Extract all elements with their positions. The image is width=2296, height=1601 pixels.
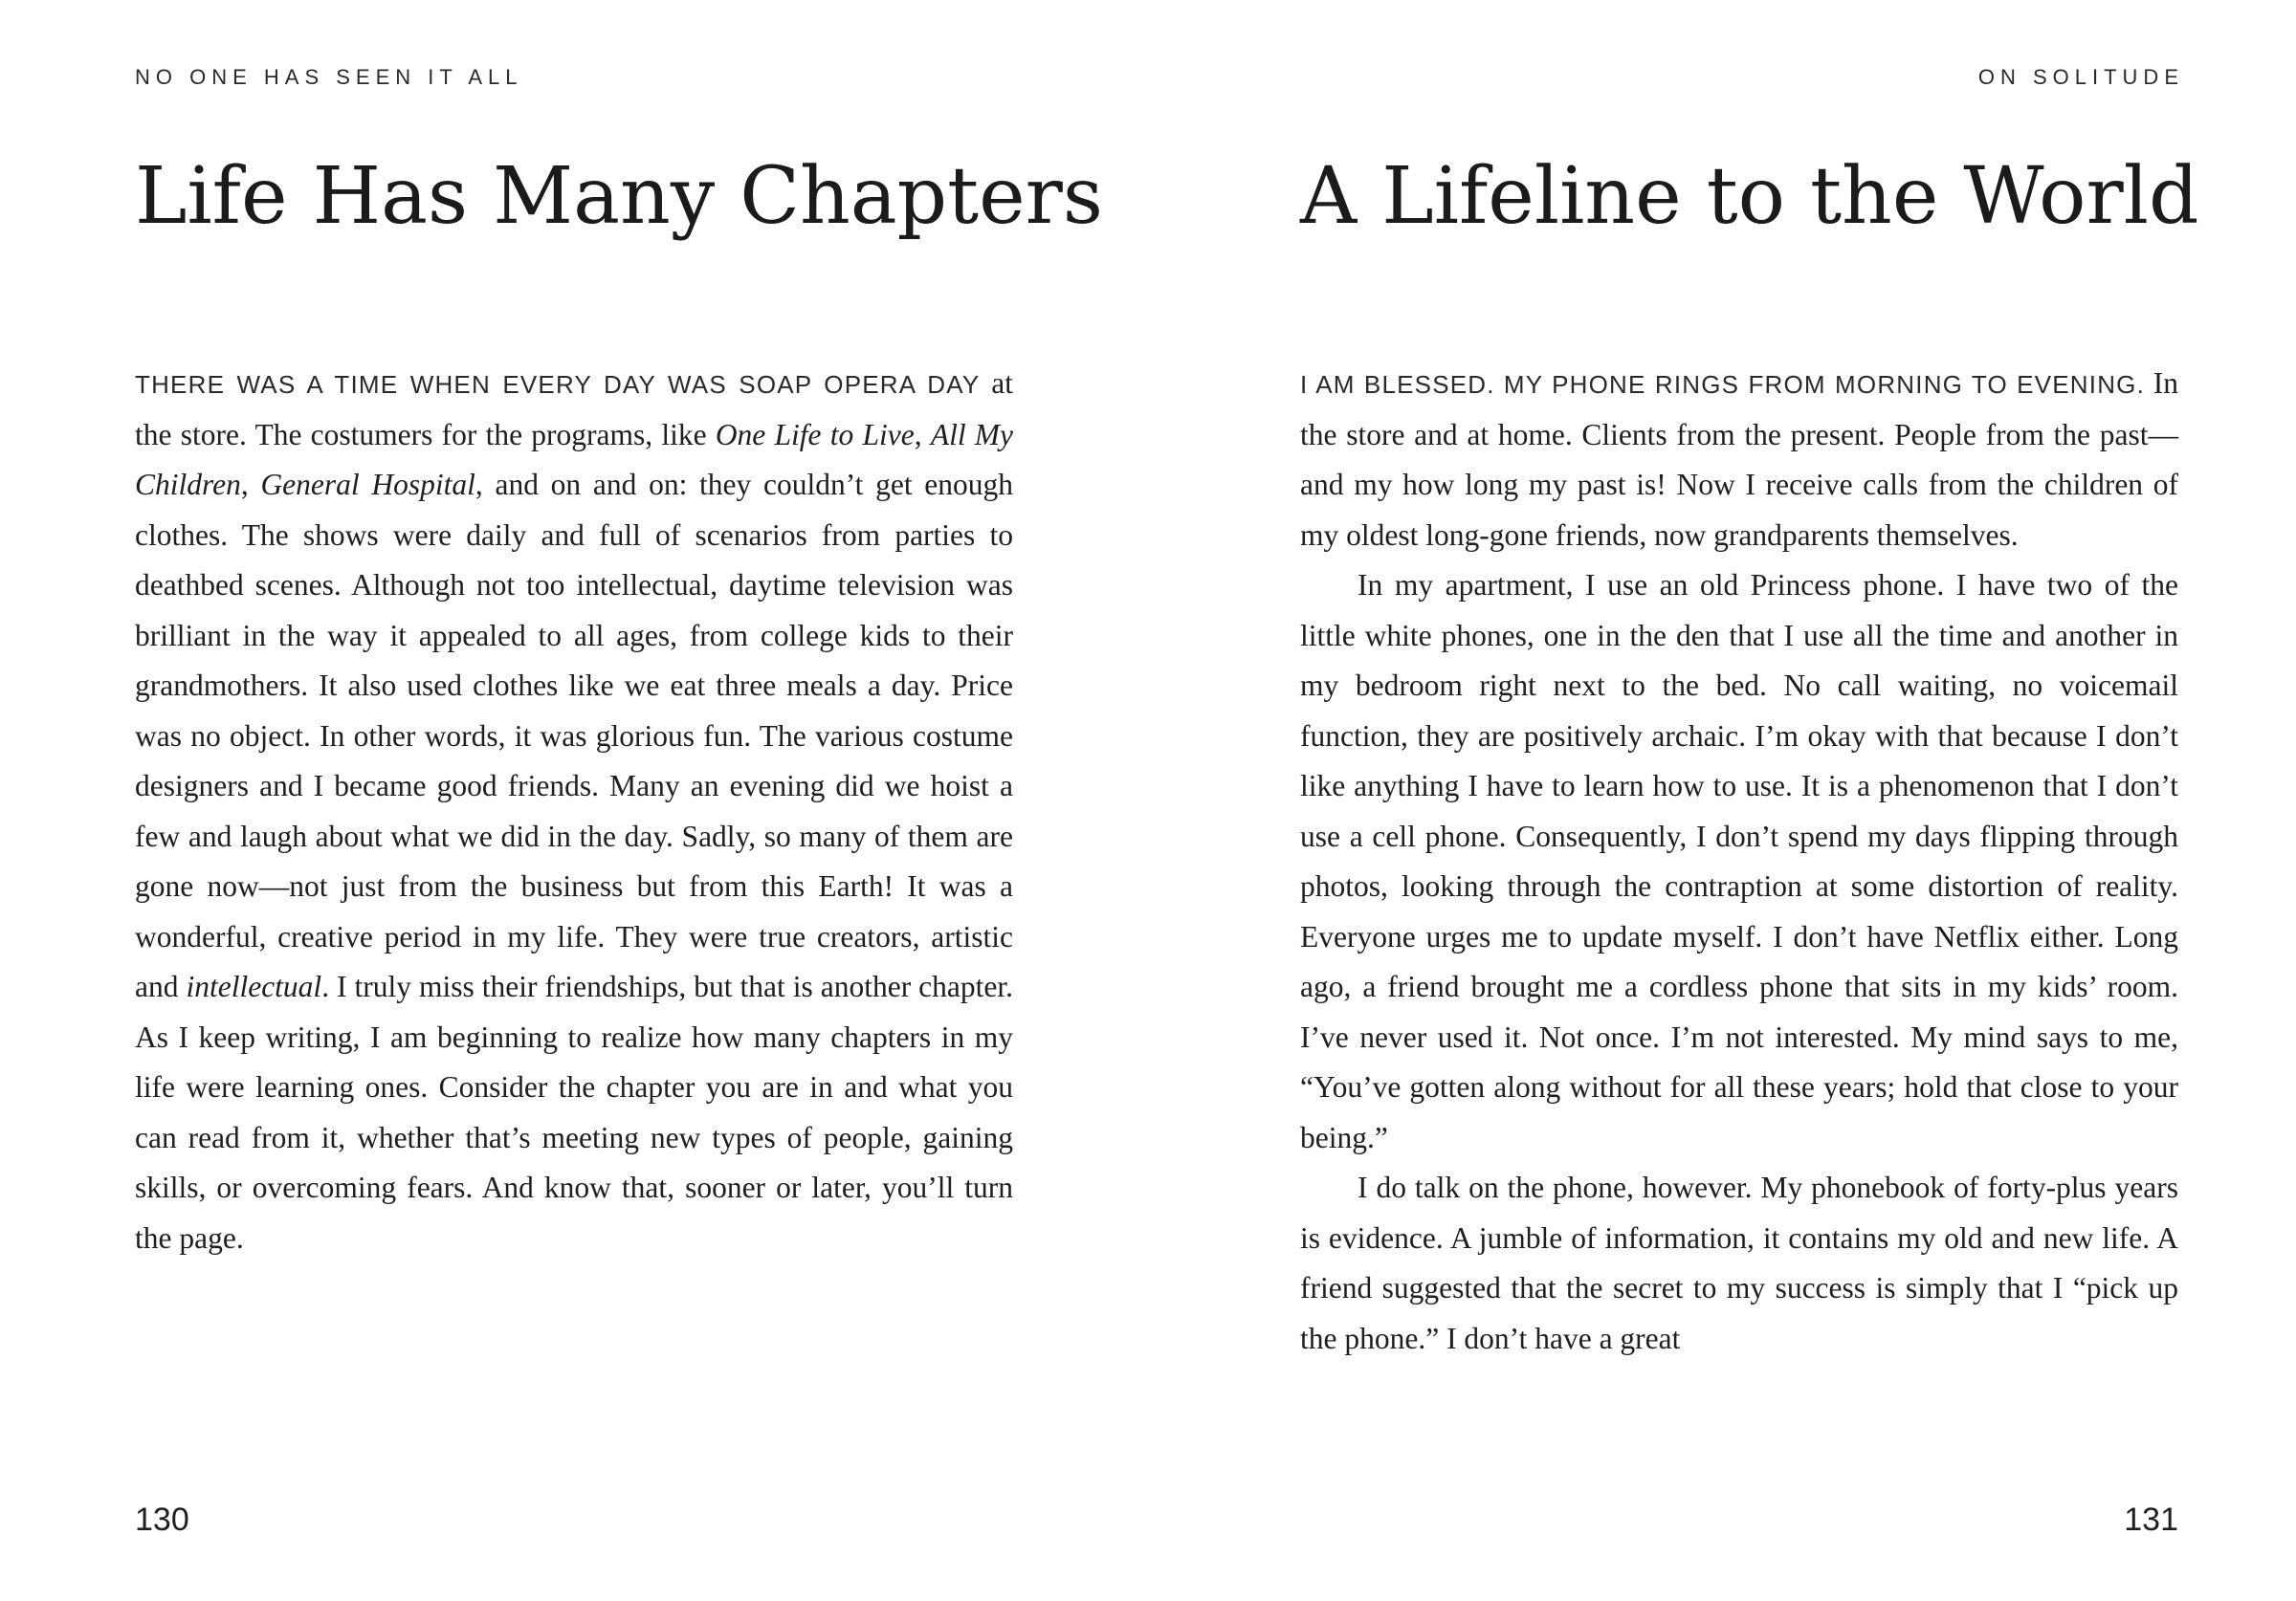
paragraph (1300, 359, 2178, 560)
italic-title: One Life to Live (715, 417, 915, 451)
text-run: In the store and at home. Clients from the present. People from the past—and my how long my past is! Now I receive calls from the children of my oldest long-gone friends, now grandparents themselves. (1300, 366, 2178, 552)
paragraph (135, 359, 1013, 1263)
text-run: , and on and on: they couldn’t get enough clothes. The shows were daily and full of scenarios from parties to deathbed scenes. Although not too intellectual, daytime television was brilliant in the way it appealed to all ages, from college kids to their grandmothers. It also used clothes like we eat three meals a day. Price was no object. In other words, it was glorious fun. The various costume designers and I became good friends. Many an evening did we hoist a few and laugh about what we did in the day. Sadly, so many of them are gone now—not just from the business but from this Earth! It was a wonderful, creative period in my life. They were true creators, artistic and (135, 468, 1014, 1003)
running-head-book-title: NO ONE HAS SEEN IT ALL (135, 65, 523, 89)
italic-title: All My Children (135, 417, 1014, 501)
text-run: , (914, 417, 931, 451)
paragraph: I do talk on the phone, however. My phonebook of forty-plus years is evidence. A jumble of information, it contains my old and new life. A friend suggested that the secret to my success is simply that I “pick up the phone.” I don’t have a great (1300, 1171, 2178, 1355)
right-page (1300, 0, 2199, 1601)
body-text (135, 359, 1013, 1263)
italic-title: General Hospital (260, 468, 475, 501)
body-text (1300, 359, 2178, 1364)
lead-in-smallcaps: THERE WAS A TIME WHEN EVERY DAY WAS SOAP OPERA DAY (135, 370, 981, 399)
italic-word: intellectual (186, 970, 322, 1003)
paragraph: In my apartment, I use an old Princess phone. I have two of the little white phones, one in the den that I use all the time and another in my bedroom right next to the bed. No call waiting, no voicemail function, they are positively archaic. I’m okay with that because I don’t like anything I have to learn how to use. It is a phenomenon that I don’t use a cell phone. Consequently, I don’t spend my days flipping through photos, looking through the contraption at some distortion of reality. Everyone urges me to update myself. I don’t have Netflix either. Long ago, a friend brought me a cordless phone that sits in my kids’ room. I’ve never used it. Not once. I’m not interested. My mind says to me, “You’ve gotten along without for all these years; hold that close to your being.” (1300, 568, 2178, 1154)
page-number: 131 (2124, 1502, 2178, 1538)
text-run: at the store. The costumers for the programs, like (135, 366, 1013, 451)
chapter-title: Life Has Many Chapters (135, 151, 1103, 242)
chapter-title: A Lifeline to the World (1300, 151, 2199, 242)
page-number: 130 (135, 1502, 189, 1538)
left-page (135, 0, 1103, 1601)
running-head-section-title: ON SOLITUDE (1977, 65, 2184, 89)
text-run: , (240, 468, 261, 501)
lead-in-smallcaps: I AM BLESSED. MY PHONE RINGS FROM MORNING TO EVENING. (1300, 370, 2146, 399)
text-run: . I truly miss their friendships, but that is another chapter. As I keep writing, I am beginning to realize how many chapters in my life were learning ones. Consider the chapter you are in and what you can read from it, whether that’s meeting new types of people, gaining skills, or overcoming fears. And know that, sooner or later, you’ll turn the page. (135, 970, 1013, 1255)
